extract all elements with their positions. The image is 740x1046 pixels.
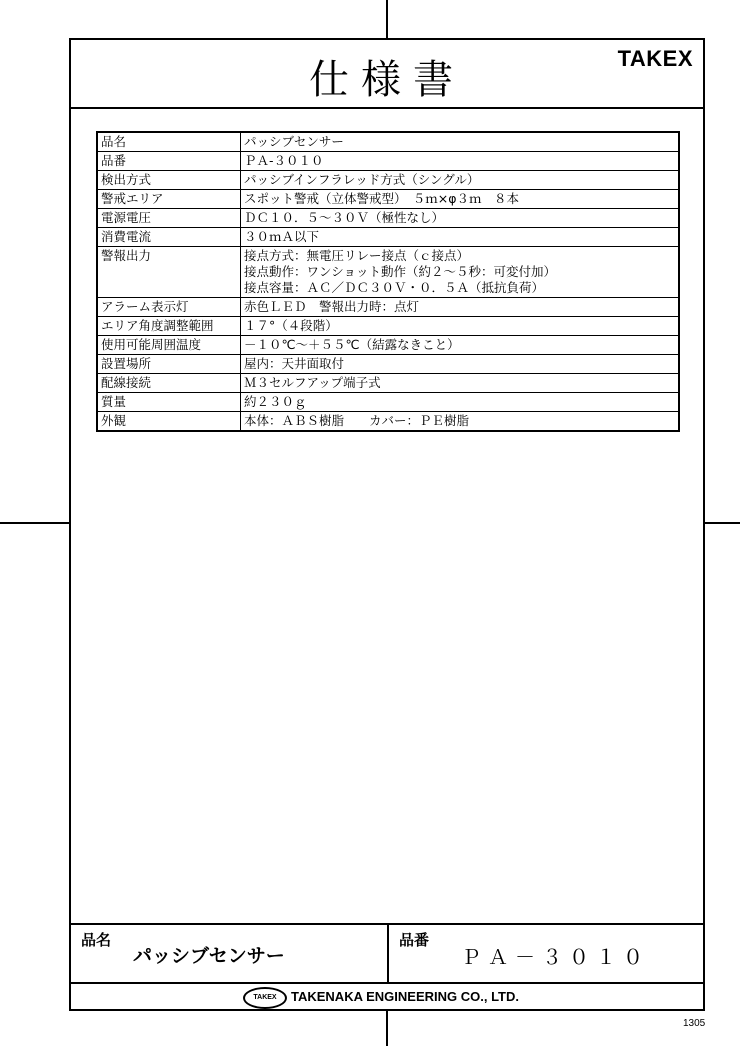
spec-value-cell xyxy=(241,171,680,190)
spec-label: エリア角度調整範囲 xyxy=(97,317,241,336)
spec-value: Ｍ３セルフアップ端子式 xyxy=(244,375,381,390)
footer-product-code-cell xyxy=(389,923,703,982)
spec-value-cell xyxy=(241,209,680,228)
spec-label: 設置場所 xyxy=(97,355,241,374)
spec-value: 接点方式：無電圧リレー接点（ｃ接点） xyxy=(244,248,470,263)
spec-row xyxy=(97,412,679,432)
spec-value-cell xyxy=(241,132,680,152)
spec-value-cell xyxy=(241,374,680,393)
spec-value-cell xyxy=(241,317,680,336)
crop-mark-top xyxy=(386,0,388,38)
company-name: TAKENAKA ENGINEERING CO., LTD. xyxy=(291,989,519,1004)
brand-logo: TAKEX xyxy=(617,46,693,71)
spec-value: 赤色ＬＥＤ 警報出力時：点灯 xyxy=(244,299,420,314)
spec-label: アラーム表示灯 xyxy=(97,298,241,317)
spec-value: ＰＡ-３０１０ xyxy=(244,153,324,168)
spec-value-cell xyxy=(241,355,680,374)
spec-value-cell xyxy=(241,336,680,355)
spec-value: パッシブインフラレッド方式（シングル） xyxy=(244,172,480,187)
footer-product-name-cell xyxy=(71,923,389,982)
crop-mark-right xyxy=(704,522,740,524)
spec-value-cell xyxy=(241,247,680,298)
spec-row xyxy=(97,152,679,171)
crop-mark-left xyxy=(0,522,70,524)
spec-row xyxy=(97,228,679,247)
spec-label: 検出方式 xyxy=(97,171,241,190)
spec-value: ３０ｍＡ以下 xyxy=(244,229,320,244)
spec-row xyxy=(97,247,679,298)
spec-row xyxy=(97,336,679,355)
footer-code-caption: 品番 xyxy=(399,931,430,949)
footer-name-caption: 品名 xyxy=(81,931,112,949)
spec-row xyxy=(97,355,679,374)
spec-label: 配線接続 xyxy=(97,374,241,393)
spec-label: 使用可能周囲温度 xyxy=(97,336,241,355)
spec-value-cell xyxy=(241,190,680,209)
spec-label: 電源電圧 xyxy=(97,209,241,228)
spec-label: 品番 xyxy=(97,152,241,171)
spec-row xyxy=(97,132,679,152)
spec-label: 品名 xyxy=(97,132,241,152)
spec-value: １７°（４段階） xyxy=(244,318,338,333)
spec-row xyxy=(97,393,679,412)
spec-row xyxy=(97,298,679,317)
company-logo-badge: TAKEX xyxy=(243,987,287,1009)
spec-value: －１０℃～＋５５℃（結露なきこと） xyxy=(244,337,460,352)
spec-value-cell xyxy=(241,298,680,317)
spec-value: 本体：ＡＢＳ樹脂 カバー：ＰＥ樹脂 xyxy=(244,413,470,428)
spec-row xyxy=(97,171,679,190)
spec-value: 屋内：天井面取付 xyxy=(244,356,345,371)
spec-value-cell xyxy=(241,152,680,171)
spec-table xyxy=(96,131,680,432)
company-row xyxy=(71,982,703,1011)
document-frame xyxy=(69,38,705,1011)
spec-row xyxy=(97,190,679,209)
spec-label: 消費電流 xyxy=(97,228,241,247)
spec-value: スポット警戒（立体警戒型） ５ｍ×φ３ｍ ８本 xyxy=(244,191,519,206)
spec-value: 約２３０ｇ xyxy=(244,394,307,409)
crop-mark-bottom xyxy=(386,1010,388,1046)
spec-value-cell xyxy=(241,393,680,412)
spec-value: 接点容量：ＡＣ／ＤＣ３０Ｖ・０．５Ａ（抵抗負荷） xyxy=(244,280,545,295)
document-title: 仕様書 xyxy=(309,57,465,103)
footer-name-value: パッシブセンサー xyxy=(133,945,285,967)
spec-row xyxy=(97,317,679,336)
spec-row xyxy=(97,374,679,393)
spec-value: パッシブセンサー xyxy=(244,134,344,149)
spec-label: 警報出力 xyxy=(97,247,241,298)
spec-label: 質量 xyxy=(97,393,241,412)
document-number: 1305 xyxy=(683,1018,706,1029)
footer-code-value: ＰＡ－３０１０ xyxy=(461,945,650,969)
spec-label: 外観 xyxy=(97,412,241,432)
spec-value: ＤＣ１０．５～３０Ｖ（極性なし） xyxy=(244,210,445,225)
spec-label: 警戒エリア xyxy=(97,190,241,209)
title-bar xyxy=(71,40,703,109)
spec-value: 接点動作：ワンショット動作（約２～５秒：可変付加） xyxy=(244,264,556,279)
spec-value-cell xyxy=(241,228,680,247)
spec-value-cell xyxy=(241,412,680,432)
spec-row xyxy=(97,209,679,228)
